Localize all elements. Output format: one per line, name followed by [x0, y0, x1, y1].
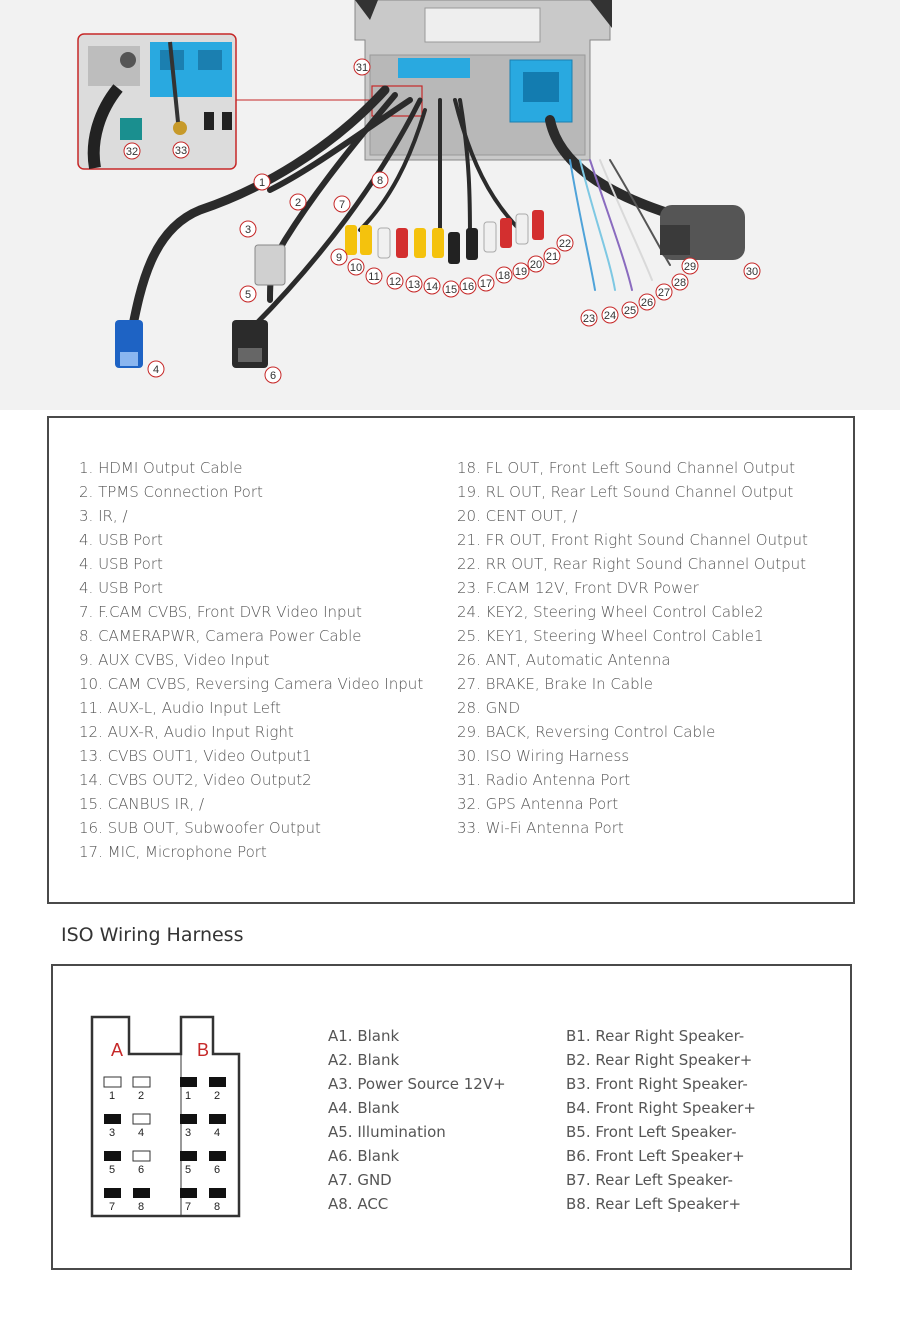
legend-column-left [79, 456, 423, 864]
iso-pin-item: A7. GND [328, 1171, 392, 1189]
svg-text:15: 15 [444, 284, 458, 296]
svg-text:17: 17 [479, 278, 493, 290]
svg-text:18: 18 [497, 270, 511, 282]
iso-pin-item: B7. Rear Left Speaker- [566, 1171, 733, 1189]
iso-pin-item: A4. Blank [328, 1099, 400, 1117]
iso-a-pin-list [328, 1024, 506, 1216]
svg-text:13: 13 [407, 279, 421, 291]
svg-text:28: 28 [673, 277, 687, 289]
svg-text:1: 1 [184, 1090, 192, 1102]
callout-5 [240, 286, 256, 302]
svg-text:22: 22 [558, 238, 572, 250]
legend-item: 10. CAM CVBS, Reversing Camera Video Input [79, 675, 424, 693]
svg-text:5: 5 [108, 1164, 116, 1176]
svg-text:7: 7 [184, 1201, 192, 1213]
svg-text:33: 33 [174, 145, 188, 157]
legend-item: 28. GND [457, 699, 521, 717]
connector-b-label: B [197, 1040, 210, 1060]
callout-33 [173, 142, 189, 158]
legend-item: 30. ISO Wiring Harness [457, 747, 630, 765]
legend-item: 15. CANBUS IR, / [79, 795, 205, 813]
legend-item: 25. KEY1, Steering Wheel Control Cable1 [457, 627, 764, 645]
svg-text:11: 11 [368, 271, 380, 283]
callout-3 [240, 221, 256, 237]
callout-24 [602, 307, 618, 323]
head-unit [355, 0, 612, 160]
callout-22 [557, 235, 573, 251]
svg-text:21: 21 [545, 251, 559, 263]
legend-item: 17. MIC, Microphone Port [79, 843, 267, 861]
svg-text:9: 9 [335, 252, 343, 264]
legend-item: 21. FR OUT, Front Right Sound Channel Output [457, 531, 808, 549]
iso-pin-item: B3. Front Right Speaker- [566, 1075, 748, 1093]
legend-item: 29. BACK, Reversing Control Cable [457, 723, 716, 741]
callout-19 [513, 263, 529, 279]
callout-17 [478, 275, 494, 291]
legend-box [47, 416, 855, 904]
legend-item: 4. USB Port [79, 579, 163, 597]
svg-text:1: 1 [108, 1090, 116, 1102]
svg-text:6: 6 [137, 1164, 145, 1176]
iso-pin-item: A6. Blank [328, 1147, 400, 1165]
callout-7 [334, 196, 350, 212]
callout-28 [672, 274, 688, 290]
svg-text:31: 31 [355, 62, 369, 74]
svg-text:7: 7 [338, 199, 346, 211]
svg-text:23: 23 [582, 313, 596, 325]
svg-text:26: 26 [640, 297, 654, 309]
svg-text:29: 29 [683, 261, 697, 273]
callout-11 [366, 268, 382, 284]
callout-20 [528, 256, 544, 272]
legend-item: 20. CENT OUT, / [457, 507, 578, 525]
svg-text:5: 5 [244, 289, 252, 301]
legend-item: 24. KEY2, Steering Wheel Control Cable2 [457, 603, 764, 621]
iso-pin-item: A8. ACC [328, 1195, 389, 1213]
legend-item: 11. AUX-L, Audio Input Left [79, 699, 281, 717]
iso-connector-diagram [89, 1014, 241, 1220]
svg-text:4: 4 [152, 364, 160, 376]
svg-text:20: 20 [529, 259, 543, 271]
iso-pin-item: B5. Front Left Speaker- [566, 1123, 737, 1141]
svg-text:16: 16 [461, 281, 475, 293]
callout-1 [254, 174, 270, 190]
svg-text:8: 8 [137, 1201, 145, 1213]
legend-item: 23. F.CAM 12V, Front DVR Power [457, 579, 699, 597]
iso-b-pin-list [566, 1024, 756, 1216]
callout-32 [124, 143, 140, 159]
svg-text:7: 7 [108, 1201, 116, 1213]
iso-box [51, 964, 852, 1270]
legend-item: 2. TPMS Connection Port [79, 483, 263, 501]
svg-text:10: 10 [349, 262, 363, 274]
callout-30 [744, 263, 760, 279]
callout-15 [443, 281, 459, 297]
svg-text:1: 1 [258, 177, 266, 189]
callout-14 [424, 278, 440, 294]
callout-9 [331, 249, 347, 265]
svg-text:30: 30 [745, 266, 759, 278]
wiring-illustration [0, 0, 900, 410]
svg-text:2: 2 [294, 197, 302, 209]
svg-text:2: 2 [137, 1090, 145, 1102]
iso-pin-item: B1. Rear Right Speaker- [566, 1027, 745, 1045]
legend-item: 9. AUX CVBS, Video Input [79, 651, 270, 669]
svg-text:3: 3 [244, 224, 252, 236]
svg-text:3: 3 [108, 1127, 116, 1139]
svg-text:12: 12 [388, 276, 402, 288]
callout-4 [148, 361, 164, 377]
svg-text:27: 27 [657, 287, 671, 299]
callout-23 [581, 310, 597, 326]
callout-21 [544, 248, 560, 264]
svg-text:2: 2 [213, 1090, 221, 1102]
legend-column-right [457, 456, 808, 840]
callout-12 [387, 273, 403, 289]
svg-text:4: 4 [137, 1127, 145, 1139]
legend-item: 27. BRAKE, Brake In Cable [457, 675, 653, 693]
callout-29 [682, 258, 698, 274]
legend-item: 4. USB Port [79, 555, 163, 573]
iso-pin-item: A2. Blank [328, 1051, 400, 1069]
legend-item: 22. RR OUT, Rear Right Sound Channel Output [457, 555, 807, 573]
iso-pin-item: B6. Front Left Speaker+ [566, 1147, 745, 1165]
wiring-photo [0, 0, 900, 410]
callout-2 [290, 194, 306, 210]
legend-item: 1. HDMI Output Cable [79, 459, 243, 477]
iso-pin-item: B2. Rear Right Speaker+ [566, 1051, 753, 1069]
callout-10 [348, 259, 364, 275]
iso-section-title: ISO Wiring Harness [61, 924, 244, 946]
callout-26 [639, 294, 655, 310]
svg-text:6: 6 [213, 1164, 221, 1176]
iso-pin-item: A1. Blank [328, 1027, 400, 1045]
callout-13 [406, 276, 422, 292]
callout-16 [460, 278, 476, 294]
legend-item: 33. Wi-Fi Antenna Port [457, 819, 624, 837]
legend-item: 8. CAMERAPWR, Camera Power Cable [79, 627, 362, 645]
legend-item: 4. USB Port [79, 531, 163, 549]
legend-item: 32. GPS Antenna Port [457, 795, 619, 813]
svg-text:8: 8 [376, 175, 384, 187]
legend-item: 12. AUX-R, Audio Input Right [79, 723, 294, 741]
iso-pin-item: A3. Power Source 12V+ [328, 1075, 506, 1093]
svg-text:32: 32 [125, 146, 139, 158]
legend-item: 13. CVBS OUT1, Video Output1 [79, 747, 312, 765]
callout-27 [656, 284, 672, 300]
svg-text:25: 25 [623, 305, 637, 317]
legend-item: 18. FL OUT, Front Left Sound Channel Output [457, 459, 796, 477]
svg-text:14: 14 [425, 281, 439, 293]
iso-pin-item: A5. Illumination [328, 1123, 446, 1141]
legend-item: 14. CVBS OUT2, Video Output2 [79, 771, 312, 789]
svg-text:6: 6 [269, 370, 277, 382]
svg-text:19: 19 [514, 266, 528, 278]
legend-item: 19. RL OUT, Rear Left Sound Channel Output [457, 483, 794, 501]
iso-pin-item: B4. Front Right Speaker+ [566, 1099, 756, 1117]
svg-text:24: 24 [603, 310, 617, 322]
callout-8 [372, 172, 388, 188]
svg-text:3: 3 [184, 1127, 192, 1139]
legend-item: 7. F.CAM CVBS, Front DVR Video Input [79, 603, 362, 621]
legend-item: 31. Radio Antenna Port [457, 771, 631, 789]
connector-a-label: A [111, 1040, 124, 1060]
svg-text:8: 8 [213, 1201, 221, 1213]
callout-25 [622, 302, 638, 318]
callout-31 [354, 59, 370, 75]
iso-pin-item: B8. Rear Left Speaker+ [566, 1195, 742, 1213]
svg-text:5: 5 [184, 1164, 192, 1176]
legend-item: 26. ANT, Automatic Antenna [457, 651, 671, 669]
callout-18 [496, 267, 512, 283]
legend-item: 16. SUB OUT, Subwoofer Output [79, 819, 321, 837]
svg-text:4: 4 [213, 1127, 221, 1139]
legend-item: 3. IR, / [79, 507, 128, 525]
callout-6 [265, 367, 281, 383]
